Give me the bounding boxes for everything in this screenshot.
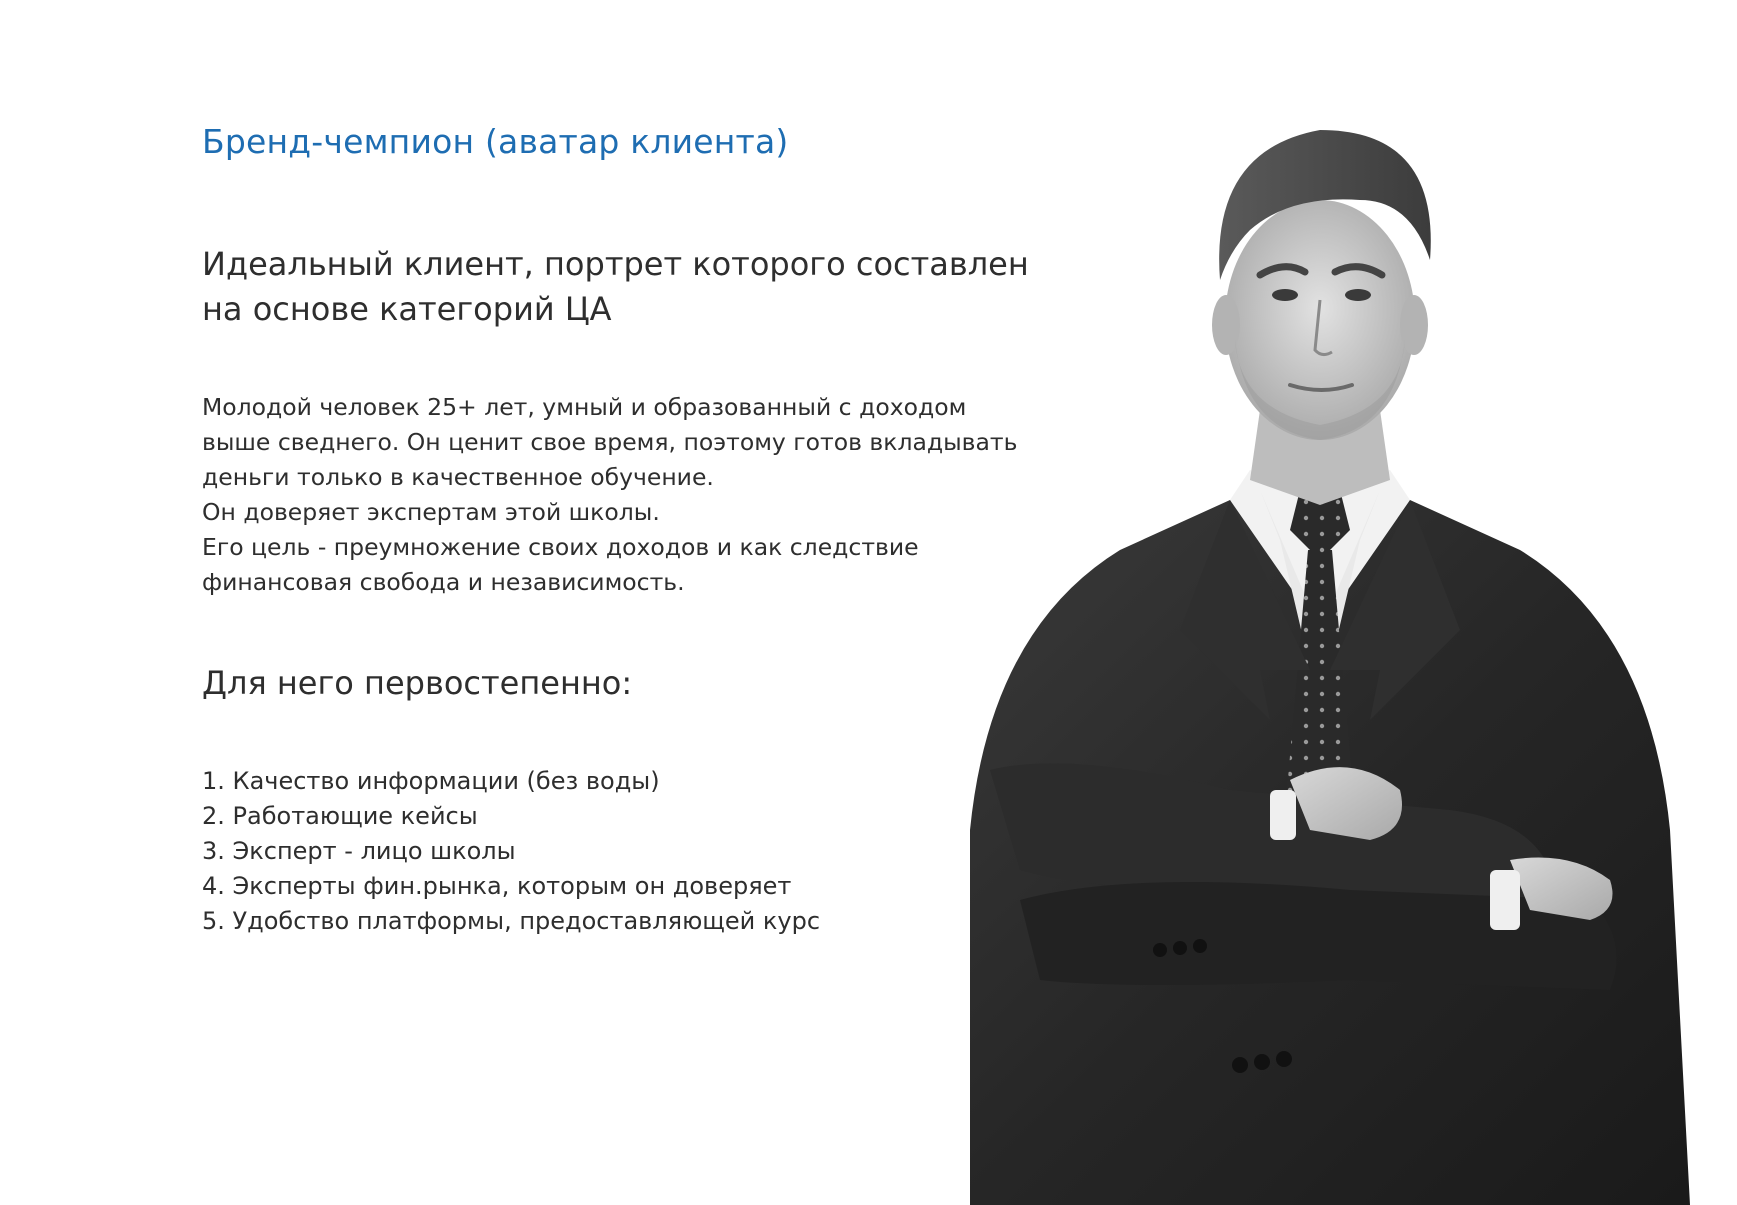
- client-avatar-photo: [930, 110, 1690, 1205]
- priority-item: 5. Удобство платформы, предоставляющей курс: [202, 907, 821, 935]
- description-line: Молодой человек 25+ лет, умный и образованный с доходом: [202, 393, 967, 421]
- description-line: выше сведнего. Он ценит свое время, поэтому готов вкладывать: [202, 428, 1018, 456]
- slide-title: Бренд-чемпион (аватар клиента): [202, 122, 789, 161]
- description-line: Он доверяет экспертам этой школы.: [202, 498, 660, 526]
- priority-item: 3. Эксперт - лицо школы: [202, 837, 516, 865]
- priority-item: 4. Эксперты фин.рынка, которым он доверяет: [202, 872, 792, 900]
- businessman-illustration: [930, 110, 1690, 1205]
- priorities-heading: Для него первостепенно:: [202, 664, 633, 702]
- description-line: финансовая свобода и независимость.: [202, 568, 685, 596]
- priority-item: 2. Работающие кейсы: [202, 802, 478, 830]
- subtitle-line: на основе категорий ЦА: [202, 290, 612, 328]
- priority-item: 1. Качество информации (без воды): [202, 767, 660, 795]
- priorities-list: [202, 764, 820, 939]
- description-line: Его цель - преумножение своих доходов и как следствие: [202, 533, 919, 561]
- description-line: деньги только в качественное обучение.: [202, 463, 714, 491]
- subtitle-line: Идеальный клиент, портрет которого составлен: [202, 245, 1029, 283]
